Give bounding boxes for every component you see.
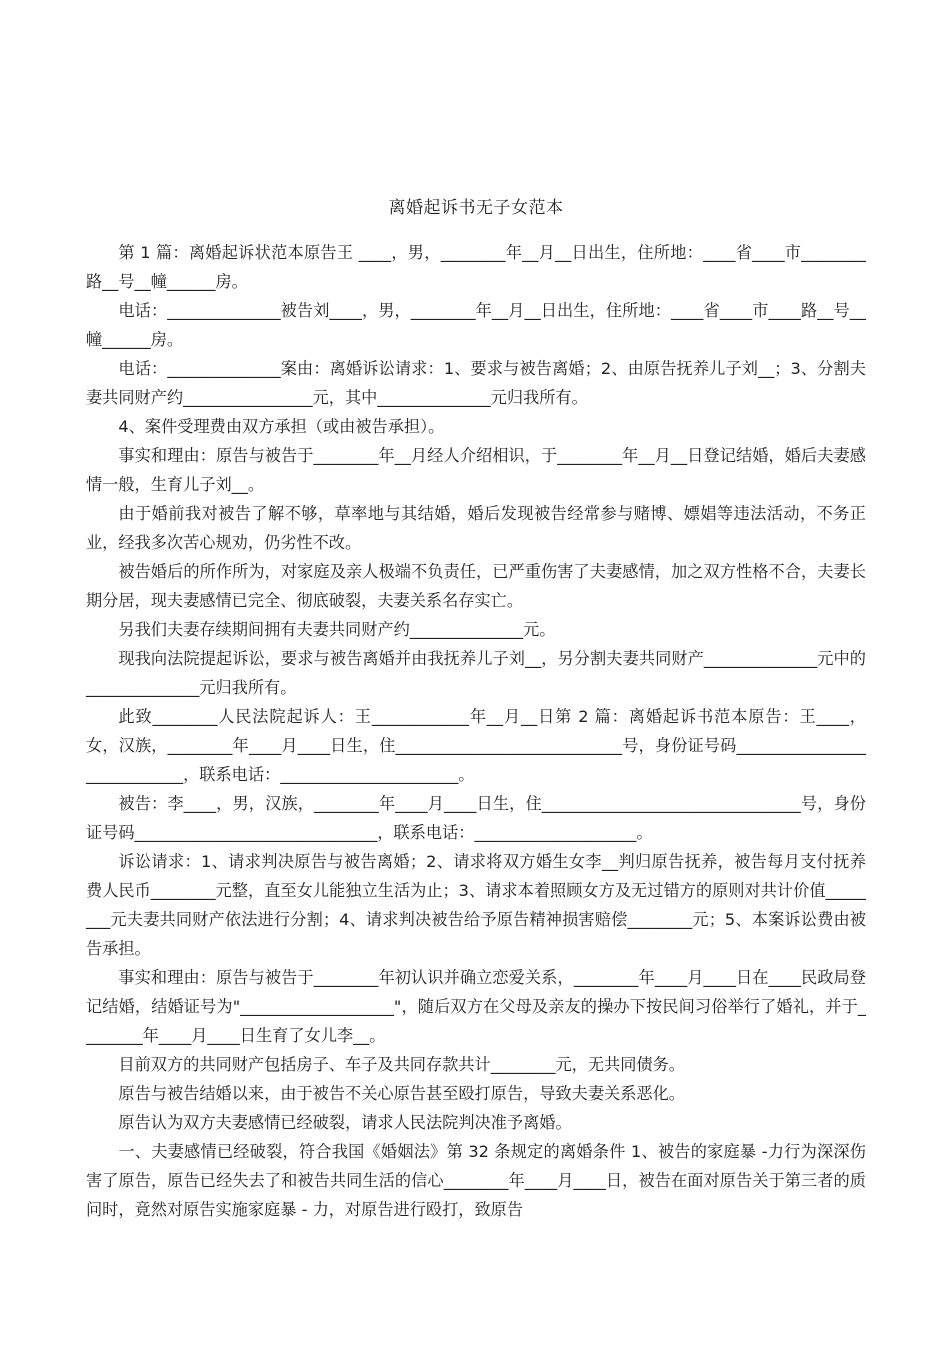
paragraph-reason-1: 由于婚前我对被告了解不够，草率地与其结婚，婚后发现被告经常参与赌博、嫖娼等违法活动，不务正业，经我多次苦心规劝，仍劣性不改。 — [86, 504, 866, 552]
document-title: 离婚起诉书无子女范本 — [388, 198, 564, 218]
document-body — [86, 238, 866, 1224]
paragraph-reason-2: 被告婚后的所作所为，对家庭及亲人极端不负责任，已严重伤害了夫妻感情，加之双方性格不合，夫妻长期分居，现夫妻感情已完全、彻底破裂，夫妻关系名存实亡。 — [86, 562, 866, 610]
paragraph-facts-2: 事实和理由：原告与被告于________年初认识并确立恋爱关系，________年____月____日在____民政局登记结婚，结婚证号为"___________________"，随后双方在父母及亲友的操办下按民间习俗举行了婚礼，并于________年____月____日生育了女儿李__。 — [86, 968, 866, 1045]
paragraph-court-fee: 4、案件受理费由双方承担（或由被告承担）。 — [118, 417, 445, 436]
document-page — [86, 0, 866, 1345]
paragraph-assets-2: 目前双方的共同财产包括房子、车子及共同存款共计________元，无共同债务。 — [118, 1055, 685, 1074]
paragraph-claims: 电话：______________案由：离婚诉讼请求：1、要求与被告离婚；2、由原告抚养儿子刘__；3、分割夫妻共同财产约________________元，其中______________元归我所有。 — [86, 359, 866, 407]
paragraph-request: 现我向法院提起诉讼，要求与被告离婚并由我抚养儿子刘__，另分割夫妻共同财产______________元中的______________元归我所有。 — [86, 649, 866, 697]
paragraph-plaintiff-info: 第 1 篇：离婚起诉状范本原告王 ____，男，________年__月__日出生，住所地：____省____市________路__号__幢______房。 — [86, 243, 866, 291]
paragraph-closing-and-part-2: 此致________人民法院起诉人：王____________年__月__日第 2 篇：离婚起诉书范本原告：王____，女，汉族，________年____月____日生，住____________________________号，身份证号码____________________________，联系电话：______________________。 — [86, 707, 866, 784]
paragraph-relationship-2: 原告与被告结婚以来，由于被告不关心原告甚至殴打原告，导致夫妻关系恶化。 — [118, 1084, 685, 1103]
paragraph-defendant-2: 被告：李____，男，汉族，________年____月____日生，住________________________________号，身份证号码______________________________，联系电话：____________________。 — [86, 794, 866, 842]
paragraph-property: 另我们夫妻存续期间拥有夫妻共同财产约______________元。 — [118, 620, 556, 639]
paragraph-legal-basis: 一、夫妻感情已经破裂，符合我国《婚姻法》第 32 条规定的离婚条件 1、被告的家庭暴 -力行为深深伤害了原告，原告已经失去了和被告共同生活的信心________年____月____日，被告在面对原告关于第三者的质问时，竟然对原告实施家庭暴 - 力，对原告进行殴打，致原告 — [86, 1142, 866, 1219]
paragraph-facts: 事实和理由：原告与被告于________年__月经人介绍相识，于________年__月__日登记结婚，婚后夫妻感情一般，生育儿子刘__。 — [86, 446, 866, 494]
paragraph-request-2: 原告认为双方夫妻感情已经破裂，请求人民法院判决准予离婚。 — [118, 1113, 572, 1132]
paragraph-claims-2: 诉讼请求：1、请求判决原告与被告离婚；2、请求将双方婚生女李__判归原告抚养，被告每月支付抚养费人民币________元整，直至女儿能独立生活为止；3、请求本着照顾女方及无过错方的原则对共计价值________元夫妻共同财产依法进行分割；4、请求判决被告给予原告精神损害赔偿________元；5、本案诉讼费由被告承担。 — [86, 852, 866, 958]
paragraph-defendant-info: 电话：______________被告刘____，男，________年__月__日出生，住所地：____省____市____路__号__幢______房。 — [86, 301, 866, 349]
